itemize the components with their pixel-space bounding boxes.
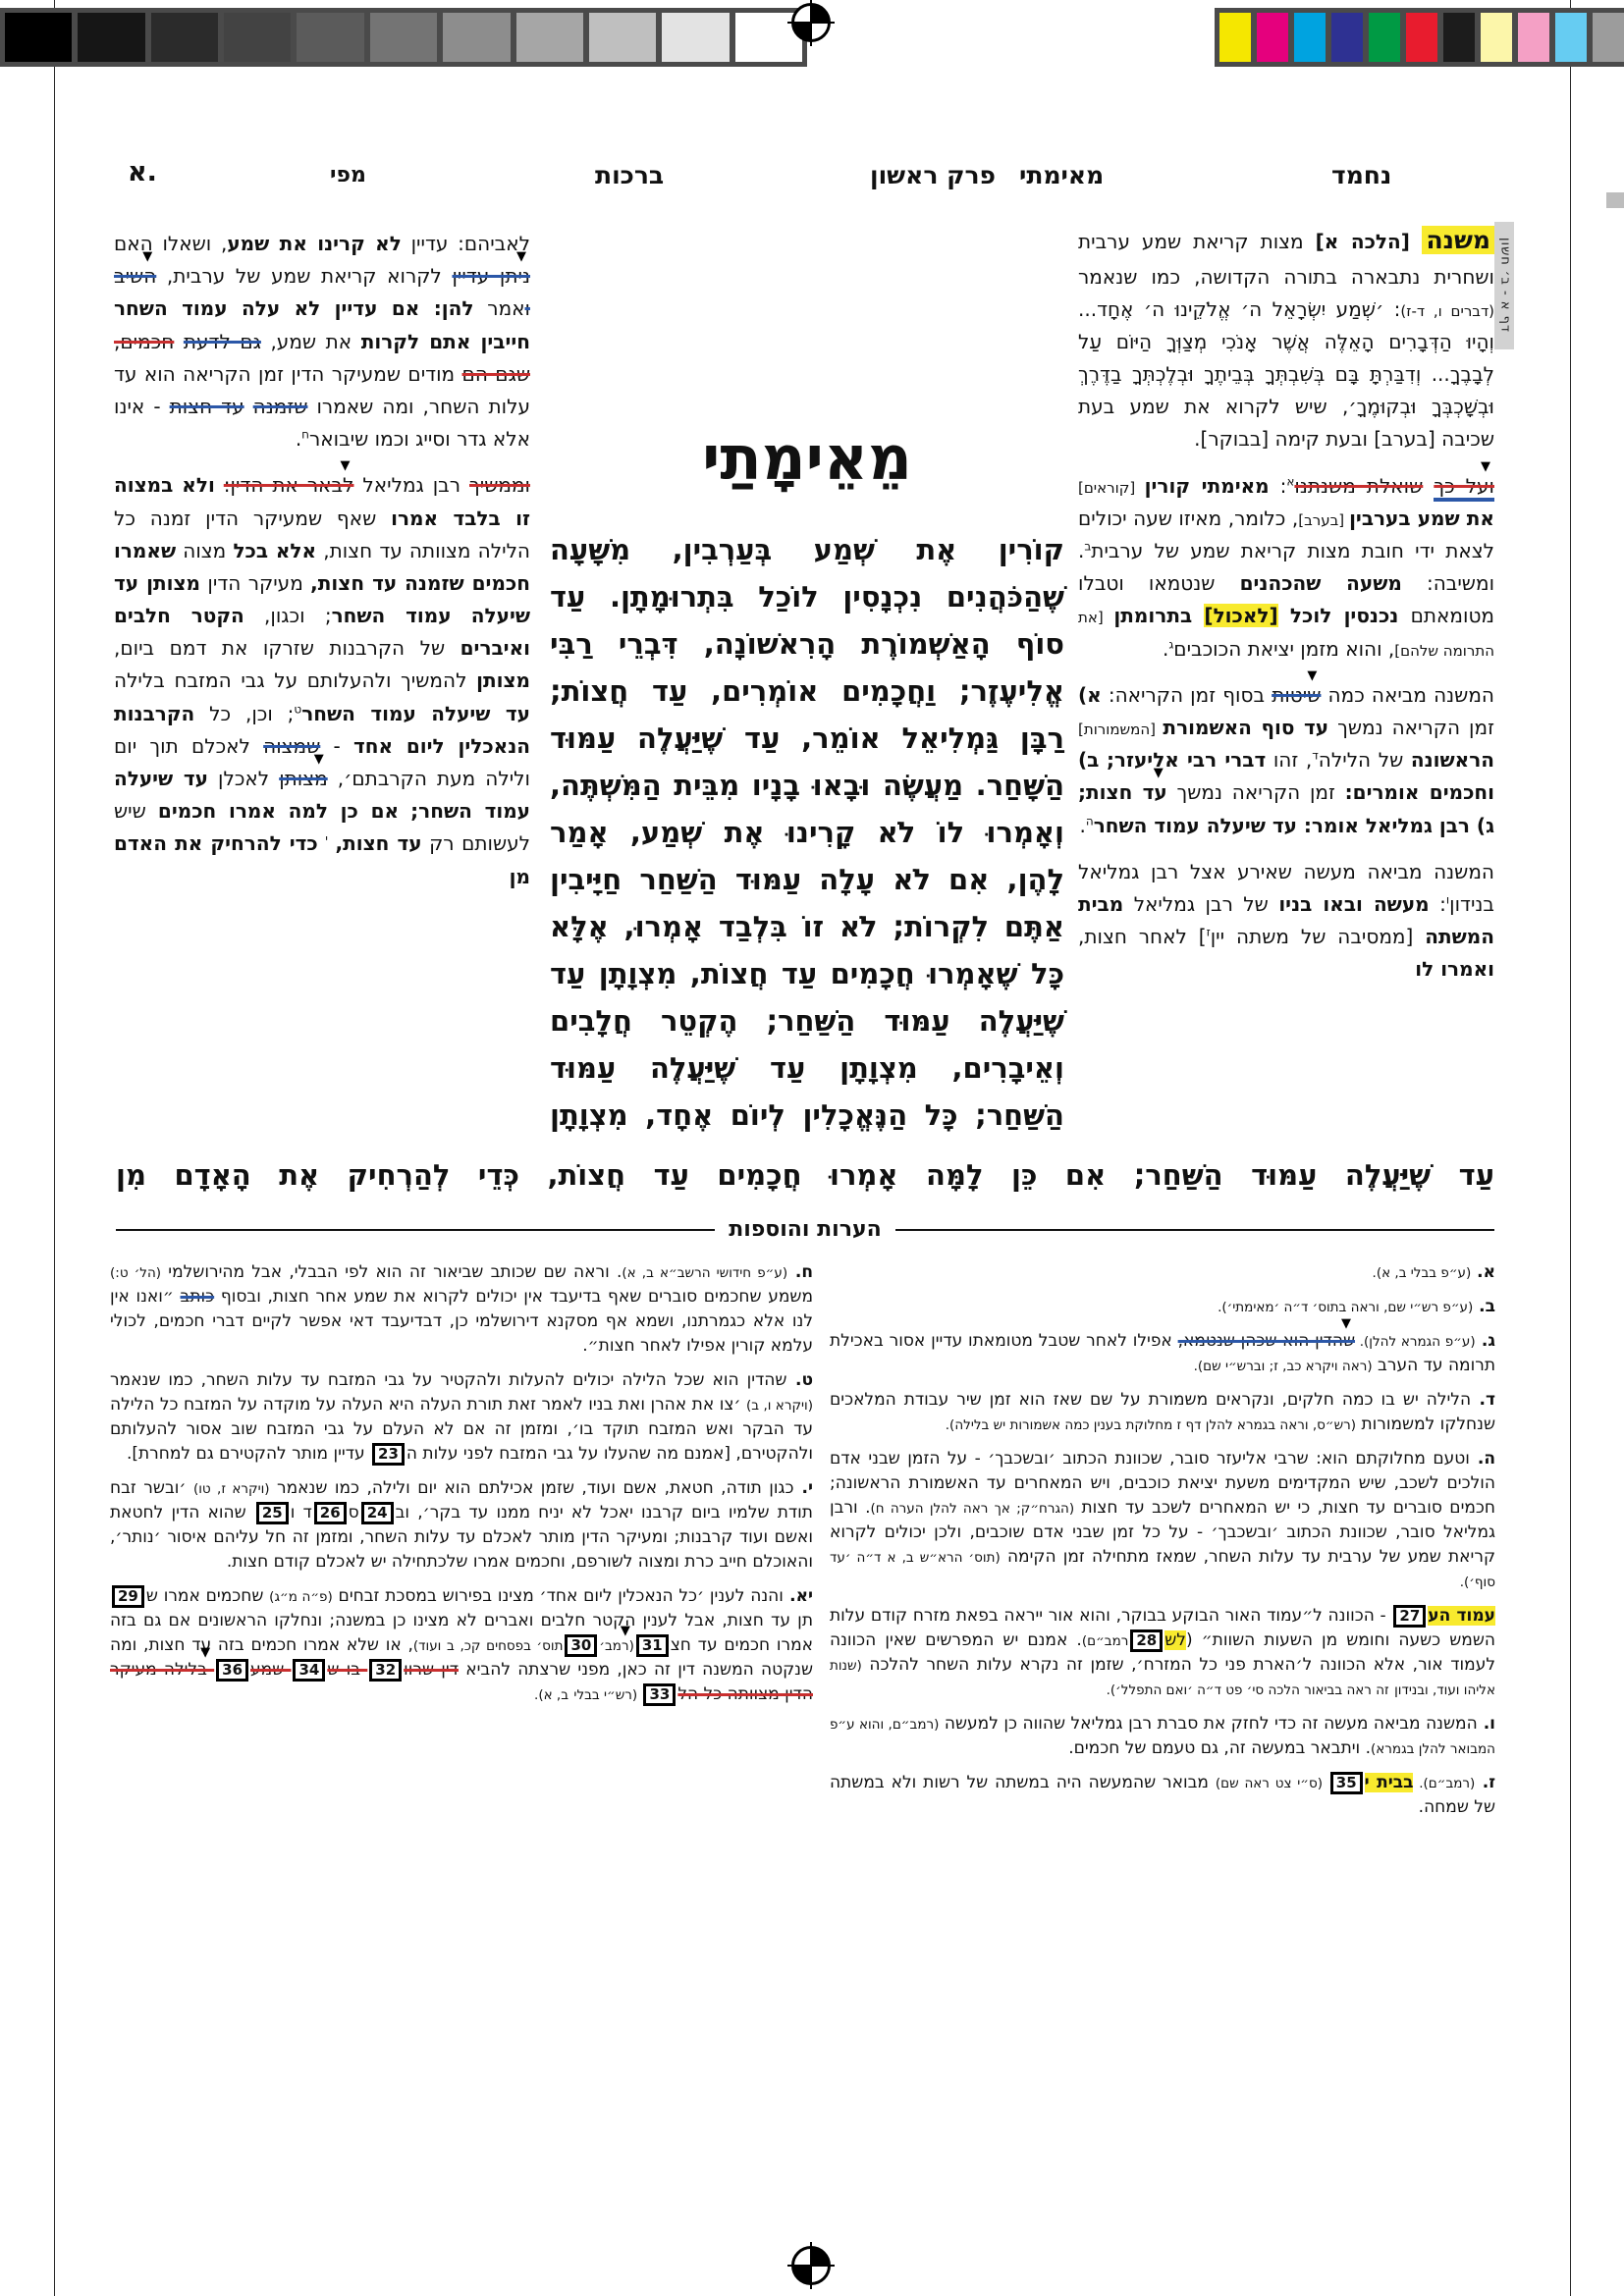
- text-segment: ׳צו את אהרן ואת בניו לאמר זאת תורת העלה היא העלה על מוקדה על המזבח כל הלילה עד הבקר ואש המזבח תוקד בו׳, ומזמן זה אם לא העלם על גבי המזבח שוב אסור להעלותם ולהקטירם, [אמנם מה שהעלו על גבי המזבח לפני עלות ה: [110, 1394, 813, 1464]
- text-segment: שחכמים אמרו ש: [145, 1585, 270, 1606]
- text-segment: הראשונה: [1410, 748, 1495, 773]
- struck-text: גם לדעת: [183, 329, 261, 353]
- text-segment: (רש״ס, וראה בגמרא להלן דף ז מחלוקת בענין כמה אשמורות יש בלילה).: [945, 1416, 1357, 1433]
- head-page-letter: א.: [128, 157, 157, 187]
- text-segment: ב, א).: [534, 1686, 569, 1703]
- text-segment: ט: [294, 701, 302, 716]
- note-item: [830, 1295, 1495, 1319]
- head-word-left: מפי: [330, 163, 366, 187]
- text-segment: כדי להרחיק את האדם מן: [114, 831, 530, 888]
- text-segment: (ע״פ בבלי ב, א).: [1372, 1265, 1472, 1281]
- color-step: [1219, 13, 1251, 62]
- notes-divider: [116, 1217, 1494, 1242]
- struck-text: דין שרוו: [404, 1659, 459, 1680]
- edit-number-box: 31: [636, 1634, 669, 1657]
- mishnah-line: וְאָמְרוּ לוֹ לֹא קָרִינוּ אֶת שְׁמַע, אָמַר: [550, 816, 1064, 849]
- text-segment: לאכלם תוך יום ולילה מעת הקרבתם׳,: [114, 733, 530, 790]
- note-item: [110, 1260, 813, 1359]
- text-segment: [1192, 604, 1204, 627]
- text-segment: ] לאחר חצות,: [1078, 925, 1207, 949]
- text-segment: זמן הקריאה נמשך: [1166, 780, 1345, 805]
- grayscale-step: [297, 13, 363, 62]
- struck-text: השיב ו ▼: [114, 264, 530, 320]
- text-segment: ואיברים: [460, 636, 530, 661]
- edit-number-box: 28: [1130, 1629, 1163, 1652]
- text-segment: [215, 473, 224, 497]
- text-segment: [452, 604, 471, 627]
- text-segment: רמב״ם): [1081, 1632, 1129, 1649]
- registration-mark-top: [791, 3, 831, 42]
- text-segment: ד: [1312, 748, 1319, 763]
- text-segment: [הלכה א]: [1315, 230, 1423, 253]
- text-segment: מעשה ובאו בניו: [1278, 891, 1430, 916]
- text-segment: ב) וחכמים אומרים:: [1078, 748, 1494, 805]
- struck-text: שמע: [250, 1659, 292, 1680]
- text-segment: להן: אם עדיין לא עלה עמוד השחר חייבין אתם לקרות: [114, 296, 531, 353]
- edit-number-box: 35: [1330, 1772, 1363, 1794]
- text-segment: כגון תודה, חטאת, אשם ועוד, שזמן אכילתם הוא יום ולילה, כמו שנאמר: [269, 1477, 794, 1498]
- highlighted-text: [לאכול]: [1204, 604, 1278, 628]
- text-segment: עדיין מותר להקטירם גם למחרת].: [126, 1443, 371, 1464]
- text-segment: [את התרומה שלהם]: [1078, 609, 1494, 660]
- edit-number-box: 29: [112, 1585, 144, 1608]
- struck-text: מצותן ▼: [279, 767, 328, 790]
- note-letter: ב.: [1473, 1296, 1495, 1316]
- text-segment: עד שיעלה עמוד השחר;: [114, 767, 530, 824]
- text-segment: (הל׳ ט:): [110, 1265, 162, 1281]
- text-segment: מאימתי קורין: [1144, 473, 1270, 498]
- text-segment: (רש״י בבלי: [573, 1686, 642, 1703]
- note-letter: י.: [793, 1477, 813, 1498]
- text-segment: ואמרו לו: [1415, 957, 1494, 982]
- text-segment: משמע שחכמים סוברים שאף בדיעבד אין יכולים לקרוא את שמע אחר חצות, ובסוף: [214, 1286, 813, 1307]
- text-segment: שהדין הוא שכל הלילה יכולים להעלות ולהקטיר על גבי המזבח עד עלות השחר, כמו שנאמר: [110, 1369, 787, 1390]
- text-segment: זה ראה בביאור הלכה סי׳ פט ד״ה ׳ואם התפלל׳).: [1106, 1682, 1389, 1698]
- text-segment: :: [1429, 891, 1446, 916]
- text-segment: את שמע בערבין: [1349, 506, 1494, 530]
- divider-rule-left: [116, 1229, 715, 1231]
- text-segment: [173, 473, 182, 497]
- struck-text: שיטות ▼: [1272, 683, 1321, 707]
- edit-number-box: 33: [643, 1683, 676, 1706]
- color-step: [1331, 13, 1363, 62]
- left-commentary-p1: [114, 228, 530, 455]
- text-segment: [המשמורות]: [1078, 720, 1164, 738]
- text-segment: , ושאלו האם: [114, 232, 228, 255]
- color-step: [1518, 13, 1549, 62]
- text-segment: י: [325, 831, 328, 846]
- note-letter: ג.: [1475, 1330, 1495, 1351]
- text-segment: משעה שהכהנים: [1239, 571, 1402, 596]
- text-segment: , והוא מזמן יציאת הכוכבים: [1173, 636, 1395, 661]
- mishnah-large-title: מֵאֵימָתַי: [702, 422, 912, 494]
- right-commentary-column: [1078, 220, 1494, 999]
- text-segment: ס: [348, 1502, 359, 1522]
- text-segment: [174, 330, 184, 353]
- text-segment: לאביהם: עדיין: [401, 232, 530, 255]
- text-segment: תן עד חצות, אבל לענין הקטר חלבים ואברים לא מצינו כן במשנה; ונחלקו הראשונים אם גם בזה אמרו חכמים עד חצ: [110, 1610, 813, 1655]
- text-segment: ה: [1085, 813, 1094, 828]
- head-chapter-name: מאימתי: [1019, 161, 1105, 189]
- struck-text: ניתן עדיין ▼: [452, 264, 530, 288]
- text-segment: המשנה מביאה מעשה שאירע אצל רבן גמליאל בנידון: [1078, 859, 1494, 916]
- grayscale-step: [224, 13, 291, 62]
- text-segment: עד חצות; ▼: [1078, 780, 1167, 804]
- color-step: [1593, 13, 1624, 62]
- grayscale-step: [151, 13, 218, 62]
- grayscale-step: [589, 13, 656, 62]
- text-segment: מצוה: [176, 538, 234, 562]
- color-step: [1369, 13, 1400, 62]
- text-segment: לוכל: [1289, 604, 1332, 628]
- note-letter: ח.: [787, 1262, 813, 1282]
- note-letter: ד.: [1471, 1389, 1495, 1410]
- text-segment: א: [1286, 473, 1295, 488]
- grayscale-step: [78, 13, 144, 62]
- text-segment: ח: [301, 427, 310, 442]
- text-segment: ז: [1206, 925, 1211, 939]
- edit-number-box: 23: [372, 1443, 405, 1466]
- edit-number-box: 32: [369, 1659, 402, 1682]
- text-segment: [1331, 604, 1343, 627]
- text-segment: מצות קריאת שמע ערבית ושחרית נתבארה בתורה הקדושה, כמו שנאמר: [1078, 230, 1494, 289]
- text-segment: . ויתבאר במעשה זה, גם טעמם של חכמים.: [1068, 1737, 1371, 1758]
- mishnah-wide-line: עַד שֶׁיַּעֲלֶה עַמּוּד הַשַּׁחַר; אִם כֵּן לָמָּה אָמְרוּ חֲכָמִים עַד חֲצוֹת, כְּדֵי לְהַרְחִיק אֶת הָאָדָם מִן: [116, 1158, 1494, 1192]
- text-segment: , זהו: [1266, 748, 1313, 773]
- opinions-paragraph: [1078, 679, 1494, 842]
- text-segment: (הגרח״ק; אך ראה להלן הערה ח): [870, 1500, 1075, 1517]
- text-segment: , כלומר, מאיזו שעה יכולים לצאת ידי חובת מצות קריאת שמע של ערבית: [1078, 506, 1494, 562]
- struck-text: שהדין הוא שכהן שנטמא, ▼: [1178, 1331, 1355, 1351]
- text-segment: לקרוא קריאת שמע של ערבית,: [156, 264, 453, 289]
- note-item: [830, 1712, 1495, 1761]
- text-segment: שאמרו חכמים שזמנה עד חצות,: [114, 538, 530, 595]
- trim-mark-left: [54, 0, 55, 2296]
- text-segment: מצותן: [476, 668, 530, 693]
- mishnah-line: אֱלִיעֶזֶר; וַחֲכָמִים אוֹמְרִים, עַד חֲצוֹת;: [550, 674, 1064, 708]
- text-segment: עד חצות,: [335, 831, 422, 856]
- head-tractate: ברכות: [595, 161, 665, 189]
- note-letter: א.: [1471, 1262, 1495, 1282]
- text-segment: :: [1269, 473, 1287, 498]
- text-segment: מודים שמעיקר הדין זמן הקריאה הוא עד עלות השחר, ומה שאמרו: [114, 361, 530, 418]
- mishnah-line: רַבָּן גַּמְלִיאֵל אוֹמֵר, עַד שֶׁיַּעֲלֶה עַמּוּד: [550, 721, 1064, 755]
- text-segment: [1099, 748, 1107, 772]
- color-step: [1481, 13, 1512, 62]
- mishnah-large-text: [550, 526, 1064, 1139]
- text-segment: של רבן גמליאל: [1123, 891, 1279, 916]
- text-segment: דברי רבי אליעזר;: [1106, 748, 1267, 773]
- mishnah-line: הַשַּׁחַר; כָּל הַנֶּאֱכָלִין לְיוֹם אֶחָד, מִצְוָתָן: [550, 1098, 1064, 1132]
- text-segment: - הכוונה ל״עמוד האור הבוקע בבוקר, והוא אור ייראה בפאת מזרח קודם עלות השמש כשעה וחומש מן השעות השוות״ (: [830, 1605, 1495, 1650]
- text-segment: . ומשיבה:: [1078, 539, 1495, 596]
- text-segment: (רמב׳ ▼: [599, 1638, 633, 1654]
- text-segment: שיש לעשותם רק: [114, 799, 531, 856]
- struck-text: שזמנה: [252, 394, 308, 418]
- text-segment: (שנות אליהו ועוד, ובנידון: [830, 1657, 1495, 1698]
- text-segment: מבואר שהמעשה היה במשתה של רשות ולא במשתה של שמחה.: [830, 1772, 1495, 1817]
- text-segment: לא קרינו את שמע: [227, 232, 402, 255]
- highlighted-text: עמוד הע: [1428, 1605, 1495, 1626]
- text-segment: .: [1079, 813, 1086, 837]
- notes-divider-label: הערות והוספות: [729, 1217, 882, 1242]
- mishnah-intro-paragraph: [1078, 220, 1494, 456]
- text-segment: בתרומתן: [1113, 604, 1193, 628]
- text-segment: את שמע,: [260, 329, 361, 353]
- color-step: [1294, 13, 1326, 62]
- trim-mark-right: [1570, 0, 1571, 2296]
- text-segment: ולא: [182, 473, 215, 498]
- text-segment: רבן גמליאל: [353, 473, 469, 498]
- text-segment: שנטמאו וטבלו מטומאתם: [1078, 571, 1494, 628]
- text-segment: (ויקרא ז, טו): [192, 1480, 270, 1497]
- head-word-right: נחמד: [1331, 161, 1392, 189]
- margin-date-tab: דף א - ב׳ חשון: [1494, 222, 1514, 349]
- struck-text: וממשיך: [469, 473, 531, 498]
- text-segment: [1423, 474, 1434, 498]
- text-segment: ׳ובשר זבח תודת שלמיו ביום קרבנו יאכל לא יניח ממנו עד בקר׳, וב: [110, 1477, 813, 1522]
- notes-column-right: [830, 1260, 1495, 1830]
- note-item: [830, 1447, 1495, 1594]
- text-segment: [1278, 604, 1290, 627]
- struck-text: בלילה מעיקר הדין מצוותה כל הל ▼: [110, 1660, 813, 1704]
- struck-text: עד חצות: [169, 394, 244, 418]
- text-segment: עמוד השחר: [331, 604, 452, 628]
- text-segment: אפילו לאחר שטבל מטומאתו עדיין אסור באכילת תרומה עד הערב: [830, 1330, 1495, 1375]
- struck-text: שמצוה: [263, 733, 321, 758]
- gray-edge-marker: [1606, 192, 1624, 208]
- text-segment: של הלילה: [1318, 748, 1411, 773]
- text-segment: (רמב״ם).: [1413, 1775, 1476, 1791]
- struck-text: שואלת משנתנו: [1294, 473, 1424, 498]
- grayscale-step: [662, 13, 729, 62]
- text-segment: שהוא הדין לחטאת ואשם ועוד קרבנות; ומעיקר הדין מותר לאכלם עד עלות השחר, ומזמן זה חל עליהם איסור ׳נותר׳, והאוכלם חייב כרת ומצוה לשורפם, וחכמים אמרו שלכתחילה יש לאכלם קודם חצות.: [110, 1502, 813, 1572]
- note-letter: ה.: [1469, 1448, 1495, 1468]
- color-calibration-bar: [1215, 8, 1624, 67]
- left-commentary-p2: [114, 469, 530, 892]
- mishnah-line: לָהֶן, אִם לֹא עָלָה עַמּוּד הַשַּׁחַר חַיָּיבִין: [550, 863, 1064, 896]
- highlighted-text: לש: [1164, 1629, 1186, 1650]
- text-segment: והנה לענין ׳כל הנאכלין ליום אחד׳ מצינו בפירוש במסכת זבחים: [332, 1585, 784, 1606]
- text-segment: לאכלן: [207, 767, 280, 790]
- text-segment: ; וכגון,: [244, 604, 332, 628]
- text-segment: (ס״י צט ראה שם): [1215, 1775, 1328, 1791]
- mishnah-line: סוֹף הָאַשְׁמוֹרֶת הָרִאשׁוֹנָה, דִּבְרֵי רַבִּי: [550, 627, 1064, 661]
- mishnah-line: הַשָּׁחַר. מַעֲשֶׂה וּבָאוּ בָנָיו מִבֵּית הַמִּשְׁתֶּה,: [550, 769, 1064, 802]
- color-step: [1443, 13, 1475, 62]
- note-item: [110, 1368, 813, 1467]
- text-segment: (ע״פ רש״י שם, וראה בתוס׳ ד״ה ׳מאימתי׳).: [1218, 1299, 1474, 1315]
- edit-number-box: 24: [361, 1502, 394, 1524]
- grayscale-step: [516, 13, 583, 62]
- text-segment: (ראה ויקרא כב, ז; וברש״י שם).: [1193, 1358, 1373, 1374]
- struck-text: חכמים, שגם הם: [114, 329, 530, 386]
- text-segment: (ויקרא ו, ב): [745, 1397, 813, 1414]
- note-item: [830, 1329, 1495, 1378]
- text-segment: הלילה יש בו כמה חלקים, ונקראים משמורת על שם שאז הוא זמן שיר עבודת המלאכים שנחלקו למשמורות: [830, 1389, 1495, 1434]
- text-segment: (פ״ה מ״ג): [269, 1588, 333, 1605]
- text-segment: [בערב]: [1298, 510, 1350, 529]
- text-segment: .: [1162, 636, 1169, 661]
- color-step: [1406, 13, 1437, 62]
- text-segment: [קוראים]: [1078, 478, 1145, 497]
- text-segment: ו: [1445, 892, 1450, 907]
- struck-text: כותב: [180, 1286, 215, 1307]
- text-segment: מעיקר הדין: [200, 570, 311, 595]
- text-segment: ב: [1084, 539, 1092, 554]
- text-segment: הקטר חלבים: [114, 604, 244, 628]
- text-segment: אם כן למה אמרו חכמים: [157, 799, 400, 824]
- note-item: [830, 1260, 1495, 1285]
- text-segment: א): [1078, 682, 1102, 707]
- mishnah-line: שֶׁיַּעֲלֶה עַמּוּד הַשַּׁחַר; הֶקְטֵר חֲלָבִים: [550, 1004, 1064, 1038]
- grayscale-step: [5, 13, 72, 62]
- text-segment: מצותן עד שיעלה: [114, 570, 530, 628]
- text-segment: אמר: [473, 296, 525, 321]
- text-segment: : ׳שְׁמַע יִשְׂרָאֵל ה׳ אֱלֹקֵינוּ ה׳ אֶחָד... וְהָיוּ הַדְּבָרִים הָאֵלֶּה אֲשֶׁר אָנֹכִי מְצַוְּךָ הַיּוֹם עַל לְבָבֶךָ... וְדִבַּרְתָּ בָּם בְּשִׁבְתְּךָ בְּבֵיתֶךָ וּבְלֶכְתְּךָ בַדֶּרֶךְ וּבְשָׁכְבְּךָ וּבְקוּמֶךָ׳, שיש לקרוא את שמע בעת שכיבה [בערב] ובעת קימה [בבוקר].: [1078, 296, 1494, 452]
- struck-text: לבאר את הדין: ▼: [224, 473, 354, 497]
- text-segment: בסוף זמן הקריאה:: [1101, 682, 1272, 707]
- mishnah-line: קוֹרִין אֶת שְׁמַע בְּעַרְבִין, מִשָּׁעָה: [550, 533, 1064, 566]
- color-step: [1555, 13, 1587, 62]
- text-segment: ״ואנו אין לנו אלא כגמרתנו, ושמא אף מסקנא דירושלמי כן, דבדיעבד דאי אפשר לקיים דברי חכמים, לכולי עלמא קורין אפילו לאחר חצות״.: [110, 1286, 813, 1356]
- text-segment: , או שלא אמרו חכמים בזה עד חצות, ומה שנקטה המשנה דין זה כאן, מפני שרצתה להביא: [110, 1634, 813, 1680]
- note-letter: ט.: [786, 1369, 813, 1390]
- text-segment: המשנה מביאה כמה: [1321, 682, 1494, 707]
- edit-number-box: 36: [216, 1659, 248, 1682]
- text-segment: [194, 702, 209, 725]
- text-segment: - אינו אלא גדר וסייג וכמו שיבואר: [114, 394, 530, 452]
- note-letter: ו.: [1477, 1713, 1495, 1734]
- note-item: [830, 1388, 1495, 1437]
- edit-number-box: 27: [1393, 1605, 1426, 1628]
- grayscale-step: [370, 13, 437, 62]
- text-segment: משנה: [1422, 226, 1494, 254]
- text-segment: .: [295, 427, 302, 452]
- edit-number-box: 34: [293, 1659, 325, 1682]
- text-segment: המשנה מביאה מעשה זה כדי לחזק את סברת רבן גמליאל שהווה כן למעשה: [939, 1713, 1478, 1734]
- text-segment: ; וכן,: [231, 701, 295, 725]
- mishnah-line: שֶׁהַכֹּהֲנִים נִכְנָסִין לוֹכַל בִּתְרוּמָתָן. עַד: [550, 580, 1064, 614]
- head-chapter: פרק ראשון: [870, 161, 996, 189]
- text-segment: [399, 799, 410, 823]
- text-segment: (ע״פ הגמרא להלן).: [1355, 1333, 1476, 1350]
- notes-column-left: [110, 1260, 813, 1717]
- mishnah-line: כָּל שֶׁאָמְרוּ חֲכָמִים עַד חֲצוֹת, מִצְוָתָן עַד: [550, 957, 1064, 990]
- text-segment: ג: [1168, 636, 1174, 651]
- text-segment: מבית המשתה: [1078, 891, 1494, 949]
- text-segment: להמשיך ולהעלותם על גבי המזבח בלילה: [114, 668, 477, 693]
- divider-rule-right: [895, 1229, 1494, 1231]
- maaseh-paragraph: [1078, 856, 1494, 987]
- text-segment: וטעם מחלוקתם הוא: שרבי אליעזר סובר, שכוונת הכתוב ׳ובשכבך׳ - על הזמן שבני אדם הולכים לשכב, שיש המקדימים משעת יציאת כוכבים, ויש המאחרים עד האשמורת הראשונה; חכמים סוברים עד חצות, כי יש המאחרים לשכב עד חצות: [830, 1448, 1496, 1518]
- note-letter: ז.: [1475, 1772, 1496, 1792]
- note-letter: יא.: [783, 1585, 813, 1606]
- text-segment: (דברים ו, ד-ז): [1400, 301, 1495, 320]
- text-segment: . ורבן גמליאל סובר, שכוונת הכתוב ׳ובשכבך׳ - על כל זמן שבני אדם שוכבים, ולכן יכולים לקרוא קריאת שמע של ערבית עד עלות השחר, שמאז מתחילה זמן הקימה: [830, 1497, 1496, 1567]
- text-segment: הקרבנות הנאכלין ליום אחד: [114, 701, 531, 758]
- text-segment: עד שיעלה עמוד השחר: [301, 701, 530, 725]
- left-commentary-column: [114, 228, 530, 907]
- text-segment: (ע״פ חידושי הרשב״א ב, א): [622, 1265, 788, 1281]
- text-segment: עד סוף האשמורת: [1163, 715, 1329, 739]
- text-segment: (תוס׳ הרא״ש ב, א ד״ה ׳עד סוף׳).: [830, 1549, 1495, 1590]
- grayscale-step: [443, 13, 510, 62]
- note-item: [830, 1604, 1495, 1702]
- edit-number-box: 30: [565, 1634, 597, 1657]
- text-segment: [244, 395, 253, 418]
- text-segment: של הקרבנות שזרקו את דמם ביום,: [114, 636, 460, 661]
- note-item: [110, 1584, 813, 1707]
- edit-number-box: 25: [256, 1502, 289, 1524]
- text-segment: ג) רבן גמליאל אומר: עד שיעלה עמוד השחר: [1093, 813, 1494, 837]
- text-segment: שאף שמעיקר הדין זמנה כל הלילה מצוותה עד חצות,: [114, 506, 531, 562]
- mishnah-line: אַתֶּם לִקְרוֹת; לֹא זוֹ בִּלְבַד אָמְרוּ, אֶלָּא: [550, 910, 1064, 943]
- struck-text: בו ש: [327, 1659, 368, 1680]
- text-segment: . אמנם יש המפרשים שאין הכוונה לעמוד אור, אלא הכוונה ל׳הארת פני כל המזרח׳, שזמן זה נקרא עלות השחר להלכה: [830, 1629, 1495, 1675]
- struck-text: ועל כך ▼: [1434, 474, 1494, 502]
- note-item: [110, 1476, 813, 1575]
- mishnah-question-paragraph: [1078, 470, 1494, 666]
- text-segment: ד ו: [290, 1502, 312, 1522]
- text-segment: במצוה זו בלבד אמרו: [114, 473, 530, 530]
- edit-number-box: 26: [314, 1502, 347, 1524]
- note-item: [830, 1771, 1495, 1820]
- text-segment: . וראה שם שכותב שביאור זה הוא לפי הבבלי, אבל מהירושלמי: [161, 1262, 623, 1282]
- text-segment: (רמב״ם, והוא ע״פ המבואר להלן בגמרא): [830, 1716, 1495, 1757]
- grayscale-calibration-bar: [0, 8, 807, 67]
- text-segment: זמן הקריאה נמשך: [1328, 715, 1494, 739]
- highlighted-text: בבית י: [1364, 1772, 1414, 1792]
- text-segment: [ממסיבה של משתה יין: [1210, 925, 1426, 949]
- registration-mark-bottom: [791, 2246, 831, 2285]
- text-segment: כל: [209, 701, 232, 725]
- text-segment: -: [320, 733, 353, 758]
- text-segment: נכנסין: [1343, 604, 1399, 628]
- text-segment: תוס׳ בפסחים קכ, ב ועוד): [412, 1637, 564, 1654]
- mishnah-line: וְאֵיבָרִים, מִצְוָתָן עַד שֶׁיַּעֲלֶה עַמּוּד: [550, 1051, 1064, 1085]
- color-step: [1257, 13, 1288, 62]
- text-segment: אלא בכל: [233, 538, 317, 562]
